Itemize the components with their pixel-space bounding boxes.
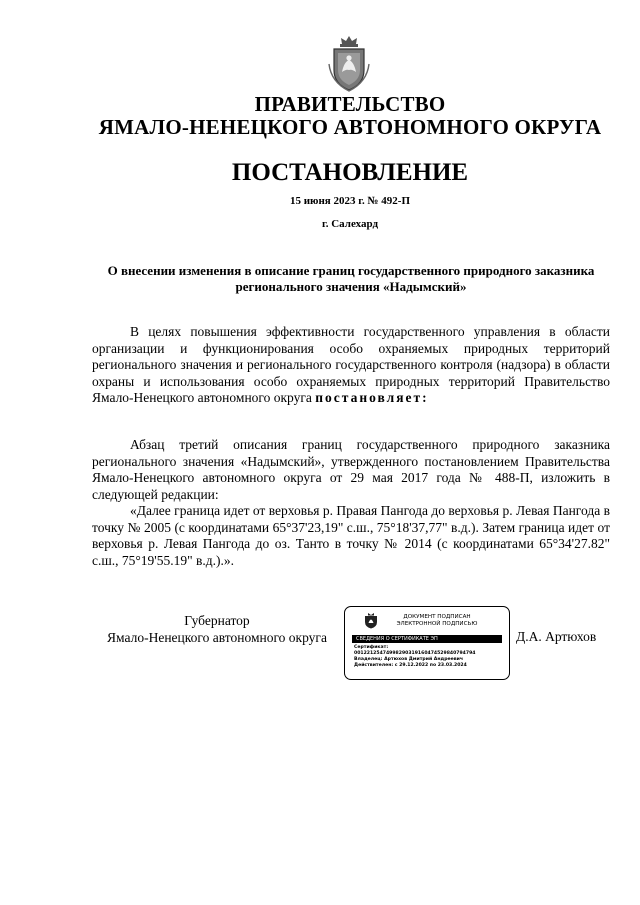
preamble-text: В целях повышения эффективности государственного управления в области организации и функционирования особо охраняемых природных территорий регионального значения и регионального государственного контроля (надзора) в области охраны и использования особо охраняемых природных территорий Правительство Ямало-Ненецкого автономного округа (92, 324, 610, 405)
electronic-signature-stamp (344, 606, 510, 680)
paragraph-new-text: «Далее граница идет от верховья р. Правая Пангода до верховья р. Левая Пангода в точку № 2005 (с координатами 65°37'23,19" с.ш., 75°18'37,77" в.д.). Затем граница идет от верховья р. Левая Пангода до оз. Танто в точку № 2014 (с координатами 65°34'27.82" с.ш., 75°19'55.19" в.д.).». (92, 503, 610, 568)
stamp-details (354, 645, 504, 669)
main-paragraphs (92, 437, 610, 569)
city: г. Салехард (321, 218, 379, 230)
stamp-owner: Владелец: Артюхов Дмитрий Андреевич (354, 657, 464, 662)
stamp-cert-label: Сертификат: (354, 645, 389, 650)
signatory-name: Д.А. Артюхов (516, 629, 597, 644)
resolves-word: постановляет: (315, 390, 429, 405)
stamp-heading-line2: ЭЛЕКТРОННОЙ ПОДПИСЬЮ (396, 621, 478, 627)
coat-of-arms-small-icon (364, 612, 378, 629)
coat-of-arms-icon (326, 34, 372, 92)
signatory-region: Ямало-Ненецкого автономного округа (107, 630, 327, 645)
document-subject: О внесении изменения в описание границ государственного природного заказника регионального значения «Надымский» (107, 263, 595, 294)
government-region: ЯМАЛО-НЕНЕЦКОГО АВТОНОМНОГО ОКРУГА (98, 115, 602, 139)
stamp-heading (381, 614, 493, 628)
stamp-cert-number: 00122125474998290319160474529840794794 (354, 651, 476, 656)
government-title: ПРАВИТЕЛЬСТВО (254, 92, 446, 116)
stamp-heading-line1: ДОКУМЕНТ ПОДПИСАН (403, 614, 471, 620)
stamp-validity: Действителен: с 29.12.2022 по 23.03.2024 (354, 663, 467, 668)
signatory-title (92, 612, 342, 646)
document-type: ПОСТАНОВЛЕНИЕ (231, 159, 469, 186)
signatory-position: Губернатор (184, 613, 250, 628)
stamp-certificate-bar: СВЕДЕНИЯ О СЕРТИФИКАТЕ ЭП (352, 635, 502, 643)
preamble-paragraph (92, 324, 610, 407)
paragraph-amendment: Абзац третий описания границ государственного природного заказника регионального значения «Надымский», утвержденного постановлением Правительства Ямало-Ненецкого автономного округа от 29 мая 2017 года № 488-П, изложить в следующей редакции: (92, 437, 610, 502)
date-number: 15 июня 2023 г. № 492-П (289, 195, 411, 207)
